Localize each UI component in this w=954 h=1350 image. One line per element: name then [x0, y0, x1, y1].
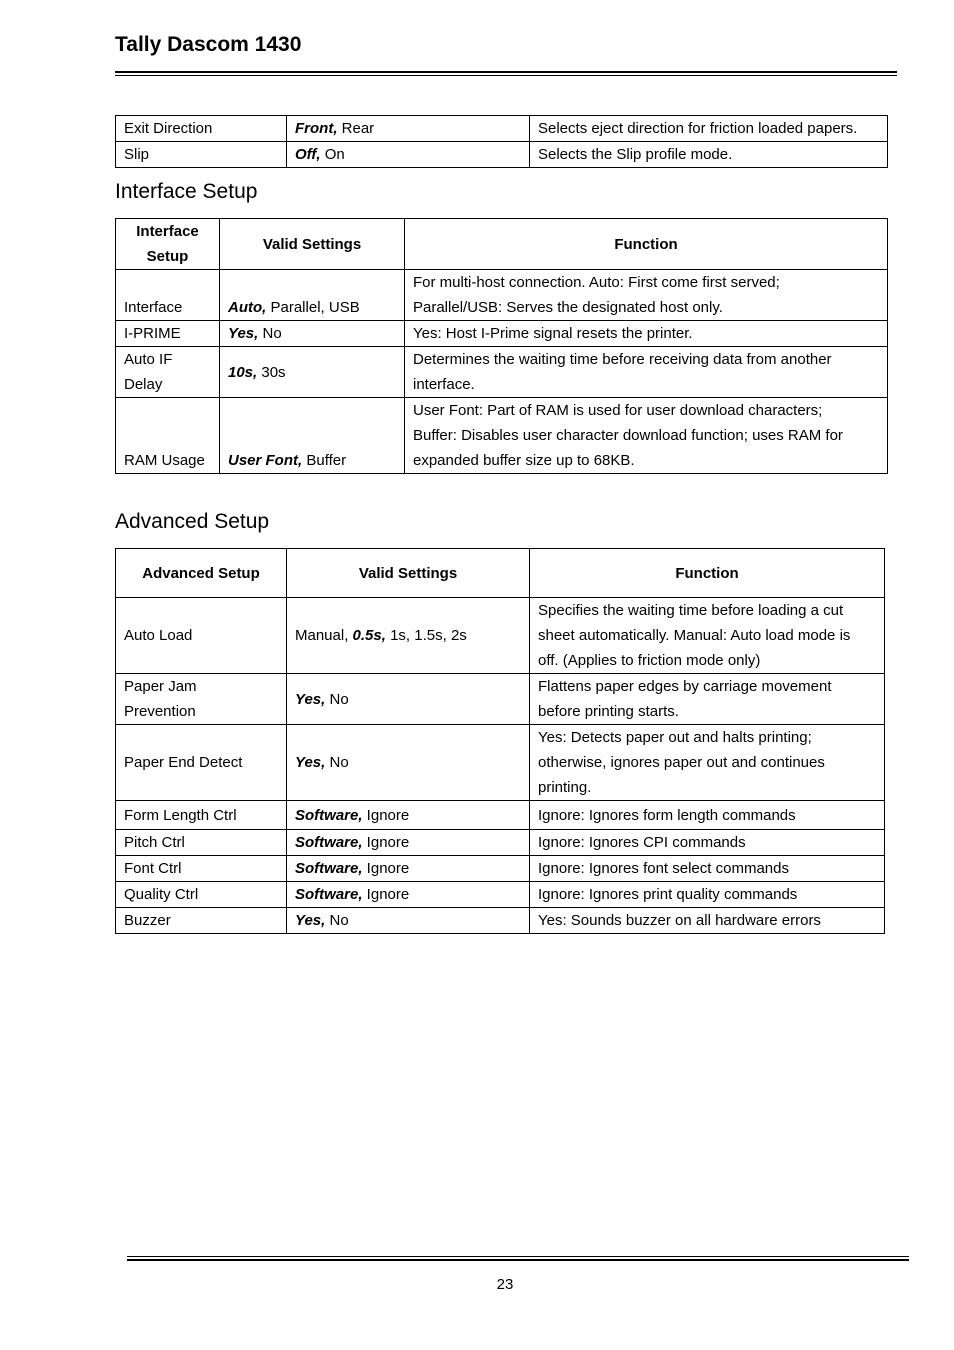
column-header-function: Function — [405, 219, 888, 270]
setting-values: Yes, No — [287, 725, 530, 801]
interface-setup-table — [115, 218, 888, 474]
setting-function: Specifies the waiting time before loading a cut sheet automatically. Manual: Auto load mode is off. (Applies to friction mode only) — [530, 598, 885, 674]
setting-values: Yes, No — [220, 321, 405, 347]
setting-name: Auto IF Delay — [116, 347, 220, 398]
column-header-settings: Valid Settings — [287, 549, 530, 598]
table-row — [116, 270, 888, 321]
setting-function: Determines the waiting time before receiving data from another interface. — [405, 347, 888, 398]
setting-name: RAM Usage — [116, 398, 220, 474]
setting-function: Selects eject direction for friction loaded papers. — [530, 116, 888, 142]
table-header-row — [116, 219, 888, 270]
setting-name: I-PRIME — [116, 321, 220, 347]
table-row — [116, 321, 888, 347]
table-row — [116, 398, 888, 474]
setting-function: Ignore: Ignores CPI commands — [530, 830, 885, 856]
setting-name: Interface — [116, 270, 220, 321]
table-row — [116, 598, 885, 674]
setting-name: Pitch Ctrl — [116, 830, 287, 856]
setting-values — [287, 116, 530, 142]
table-row — [116, 856, 885, 882]
table-row — [116, 908, 885, 934]
advanced-setup-heading: Advanced Setup — [115, 510, 270, 533]
table-row — [116, 347, 888, 398]
setting-values: Yes, No — [287, 908, 530, 934]
table-row — [116, 142, 888, 168]
setting-name: Quality Ctrl — [116, 882, 287, 908]
setting-values — [287, 142, 530, 168]
setting-values: Manual, 0.5s, 1s, 1.5s, 2s — [287, 598, 530, 674]
setting-values: 10s, 30s — [220, 347, 405, 398]
advanced-setup-table — [115, 548, 885, 934]
setting-function: Yes: Host I-Prime signal resets the printer. — [405, 321, 888, 347]
setting-values: Software, Ignore — [287, 856, 530, 882]
setting-name: Buzzer — [116, 908, 287, 934]
setting-function: Ignore: Ignores form length commands — [530, 801, 885, 830]
setting-values: Auto, Parallel, USB — [220, 270, 405, 321]
column-header-settings: Valid Settings — [220, 219, 405, 270]
setting-function: Flattens paper edges by carriage movement before printing starts. — [530, 674, 885, 725]
setting-name: Slip — [116, 142, 287, 168]
table-row — [116, 725, 885, 801]
table-row — [116, 830, 885, 856]
default-value: Front, — [295, 120, 338, 137]
setting-values: Software, Ignore — [287, 882, 530, 908]
table-header-row — [116, 549, 885, 598]
setting-name: Paper Jam Prevention — [116, 674, 287, 725]
setting-name: Paper End Detect — [116, 725, 287, 801]
setting-values: User Font, Buffer — [220, 398, 405, 474]
footer-rule-thin — [127, 1256, 909, 1257]
setting-values: Software, Ignore — [287, 801, 530, 830]
setting-name: Auto Load — [116, 598, 287, 674]
setting-name: Font Ctrl — [116, 856, 287, 882]
setting-function: Ignore: Ignores print quality commands — [530, 882, 885, 908]
setting-function: Ignore: Ignores font select commands — [530, 856, 885, 882]
interface-setup-heading: Interface Setup — [115, 180, 258, 203]
column-header-function: Function — [530, 549, 885, 598]
page-header-title: Tally Dascom 1430 — [115, 33, 302, 56]
setting-function: Yes: Sounds buzzer on all hardware errors — [530, 908, 885, 934]
setting-function: Selects the Slip profile mode. — [530, 142, 888, 168]
page-number: 23 — [496, 1276, 514, 1293]
table-row — [116, 882, 885, 908]
other-values: On — [320, 146, 345, 163]
default-value: Off, — [295, 146, 321, 163]
header-rule-thick — [115, 71, 897, 73]
other-values: Rear — [337, 120, 375, 137]
paper-settings-table — [115, 115, 888, 168]
setting-values: Yes, No — [287, 674, 530, 725]
setting-name: Exit Direction — [116, 116, 287, 142]
table-row — [116, 674, 885, 725]
column-header-name: Advanced Setup — [116, 549, 287, 598]
column-header-name: Interface Setup — [116, 219, 220, 270]
setting-function: For multi-host connection. Auto: First come first served; Parallel/USB: Serves the designated host only. — [405, 270, 888, 321]
setting-values: Software, Ignore — [287, 830, 530, 856]
setting-function: Yes: Detects paper out and halts printing; otherwise, ignores paper out and continues printing. — [530, 725, 885, 801]
footer-rule-thick — [127, 1259, 909, 1261]
table-row — [116, 801, 885, 830]
header-rule-thin — [115, 75, 897, 76]
setting-name: Form Length Ctrl — [116, 801, 287, 830]
table-row — [116, 116, 888, 142]
setting-function: User Font: Part of RAM is used for user download characters; Buffer: Disables user character download function; uses RAM for expanded buffer size up to 68KB. — [405, 398, 888, 474]
